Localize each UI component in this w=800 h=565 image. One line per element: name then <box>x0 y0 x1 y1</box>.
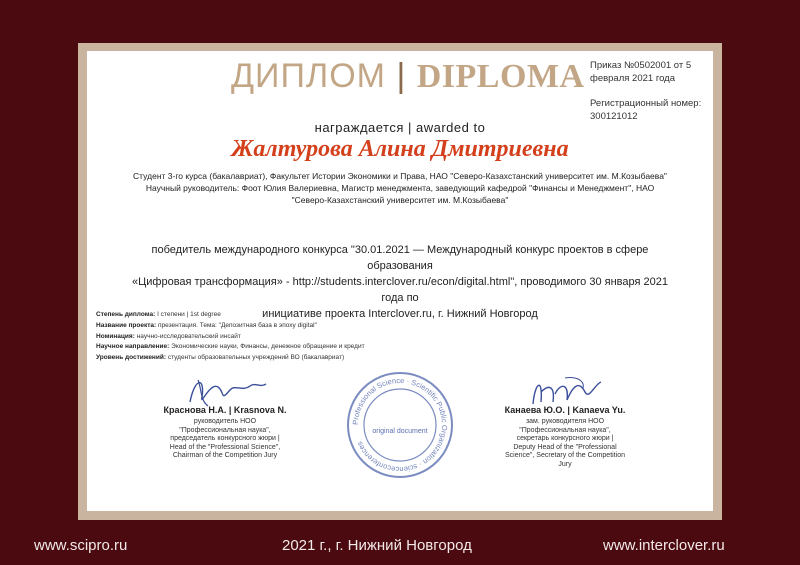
signer-right-title-line: секретарь конкурсного жюри | <box>516 435 614 442</box>
signer-left-title-line: Head of the "Professional Science", <box>169 443 281 451</box>
signer-right-title-line: Deputy Head of the "Professional <box>513 443 617 451</box>
signer-left-title-line: "Профессиональная наука", <box>179 426 271 434</box>
detail-value: научно-исследовательский инсайт <box>136 332 241 340</box>
signer-left-title-line: Chairman of the Competition Jury <box>172 452 278 459</box>
detail-label: Научное направление: <box>96 343 170 351</box>
detail-value: Экономические науки, Финансы, денежное обращение и кредит <box>171 343 365 351</box>
svg-text:Professional Science · Scienti <box>351 376 449 474</box>
detail-label: Название проекта: <box>96 321 157 329</box>
detail-value: I степени | 1st degree <box>157 311 221 318</box>
detail-value: студенты образовательных учреждений ВО (бакалавриат) <box>167 354 345 362</box>
signer-left-title-line: председатель конкурсного жюри | <box>170 435 280 442</box>
detail-label: Степень диплома: <box>96 311 156 318</box>
title-en: DIPLOMA <box>416 58 585 95</box>
signer-right-title-line: "Профессиональная наука", <box>519 426 611 434</box>
award-line: «Цифровая трансформация» - http://students.interclover.ru/econ/digital.html", проводимого 30 января 2021 года по <box>132 276 668 304</box>
detail-value: презентация. Тема: "Депозитная база в эпоху digital" <box>158 321 317 329</box>
detail-label: Уровень достижений: <box>96 354 167 362</box>
signer-right-title <box>490 418 640 469</box>
seal-ring-text: Professional Science · Scientific Public Organization · scienceconferences <box>350 375 450 475</box>
award-line: победитель международного конкурса "30.01.2021 — Международный конкурс проектов в сфере образования <box>151 244 649 272</box>
detail-row <box>96 310 365 321</box>
diploma-details <box>96 310 365 364</box>
award-line: инициативе проекта Interclover.ru, г. Нижний Новгород <box>262 308 538 320</box>
recipient-info <box>110 170 690 206</box>
diploma-title <box>231 57 585 96</box>
registration-label: Регистрационный номер: <box>590 98 702 109</box>
info-line: Студент 3-го курса (бакалавриат), Факультет Истории Экономики и Права, НАО "Северо-Казахстанский университет им. М.Козыбаева" <box>133 171 667 181</box>
footer-left-link[interactable]: www.scipro.ru <box>34 537 128 554</box>
detail-row <box>96 342 365 353</box>
signer-left-title <box>150 418 300 461</box>
signer-right-title-line: зам. руководителя НОО <box>525 418 605 425</box>
recipient-name: Жалтурова Алина Дмитриевна <box>231 136 569 162</box>
title-separator: | <box>396 57 407 95</box>
detail-row <box>96 332 365 343</box>
signer-left-name: Краснова Н.А. | Krasnova N. <box>163 405 287 415</box>
detail-row <box>96 353 365 364</box>
awarded-to-label: награждается | awarded to <box>314 120 486 135</box>
info-line: Научный руководитель: Фоот Юлия Валериевна, Магистр менеджмента, заведующий кафедрой "Финансы и Менеджмент", НАО <box>145 183 655 193</box>
signer-right-title-line: Science", Secretary of the Competition <box>505 452 625 459</box>
signer-left-title-line: руководитель НОО <box>193 418 257 425</box>
title-ru: ДИПЛОМ <box>231 57 386 95</box>
detail-row <box>96 321 365 332</box>
signer-right-title-line: Jury <box>558 460 572 468</box>
footer-center-text: 2021 г., г. Нижний Новгород <box>282 537 472 554</box>
official-seal <box>345 370 455 480</box>
detail-label: Номинация: <box>96 332 135 340</box>
seal-center-text: original document <box>372 428 428 435</box>
registration-number: 300121012 <box>590 111 638 122</box>
footer-right-link[interactable]: www.interclover.ru <box>603 537 725 554</box>
info-line: "Северо-Казахстанский университет им. М.Козыбаева" <box>291 195 509 205</box>
order-text: Приказ №0502001 от 5 февраля 2021 года <box>590 60 692 84</box>
signer-right-name: Канаева Ю.О. | Kanaeva Yu. <box>504 405 626 415</box>
